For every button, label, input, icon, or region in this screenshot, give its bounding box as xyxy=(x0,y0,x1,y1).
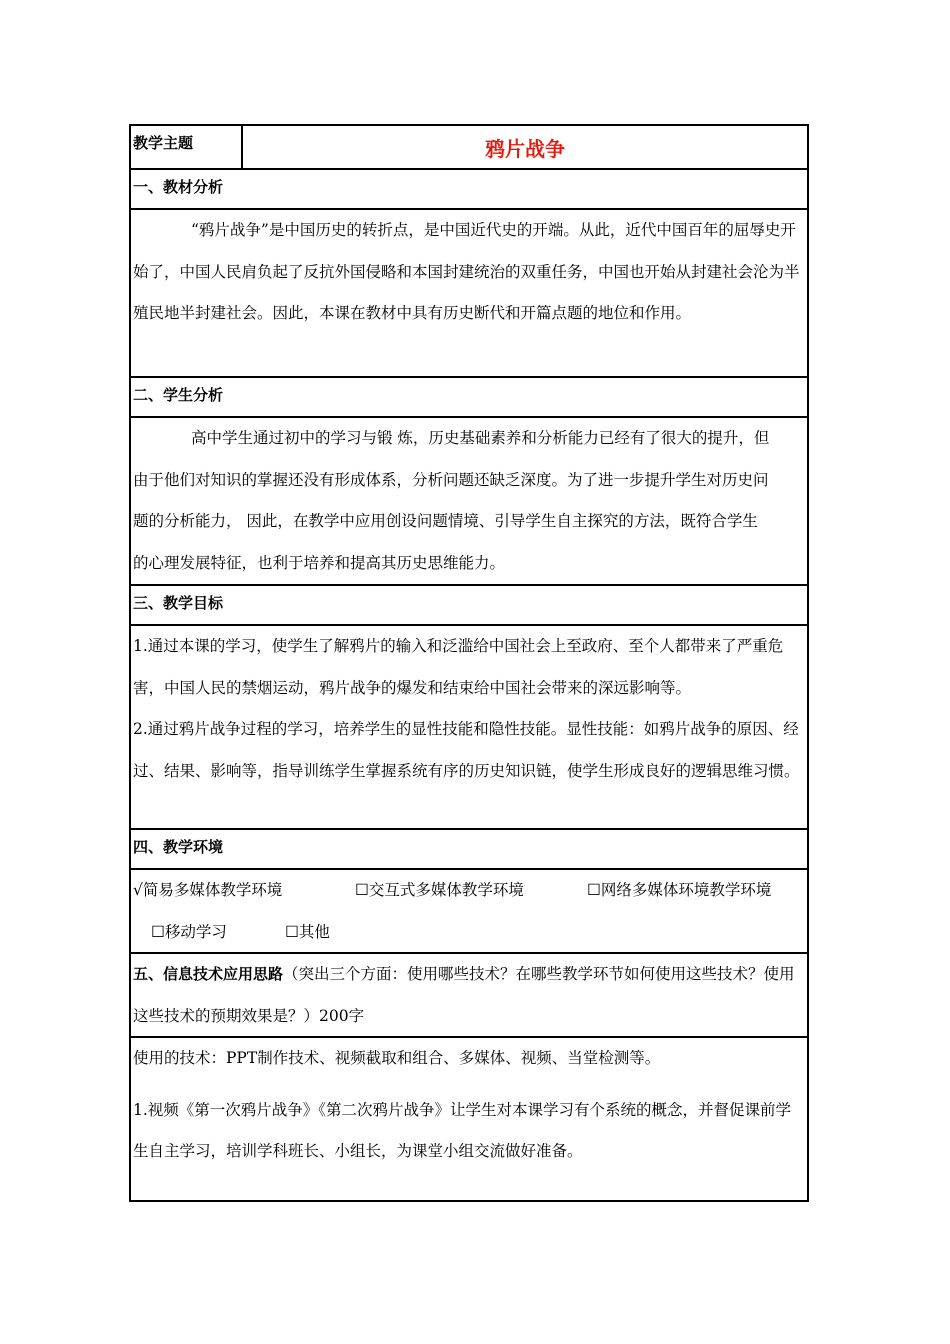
option-other[interactable]: ☐其他 xyxy=(285,922,330,941)
topic-label: 教学主题 xyxy=(131,126,243,168)
it-heading-note: （突出三个方面：使用哪些技术？在哪些教学环节如何使用这些技术？使用这些技术的预期效果是？）200字 xyxy=(133,965,795,1025)
option-network-multimedia[interactable]: ☐网络多媒体环境教学环境 xyxy=(587,881,772,899)
lesson-plan-table xyxy=(129,124,809,1202)
it-application-content xyxy=(131,1036,807,1200)
option-interactive-multimedia[interactable]: ☐交互式多媒体教学环境 xyxy=(355,881,524,899)
environment-options xyxy=(131,868,807,952)
tech-used: 使用的技术：PPT制作技术、视频截取和组合、多媒体、视频、当堂检测等。 xyxy=(133,1049,661,1067)
section-heading-goals: 三、教学目标 xyxy=(131,584,807,624)
textbook-analysis-text: “鸦片战争”是中国历史的转折点，是中国近代史的开端。从此，近代中国百年的屈辱史开始了，中国人民肩负起了反抗外国侵略和本国封建统治的双重任务，中国也开始从封建社会沦为半殖民地半封建社会。因此，本课在教材中具有历史断代和开篇点题的地位和作用。 xyxy=(131,208,807,376)
option-mobile-learning[interactable]: ☐移动学习 xyxy=(151,922,227,941)
topic-row xyxy=(131,126,807,168)
topic-title: 鸦片战争 xyxy=(485,136,565,161)
section-heading-students: 二、学生分析 xyxy=(131,376,807,416)
goal-1: 1.通过本课的学习，使学生了解鸦片的输入和泛滥给中国社会上至政府、至个人都带来了严重危害，中国人民的禁烟运动，鸦片战争的爆发和结束给中国社会带来的深远影响等。 xyxy=(133,637,784,697)
section-heading-it-application xyxy=(131,952,807,1036)
environment-line-2 xyxy=(133,912,803,954)
student-analysis-text: 高中学生通过初中的学习与锻 炼，历史基础素养和分析能力已经有了很大的提升，但由于他们对知识的掌握还没有形成体系，分析问题还缺乏深度。为了进一步提升学生对历史问题的分析能力， 因此，在教学中应用创设问题情境、引导学生自主探究的方法，既符合学生的心理发展特征，也利于培养和提高其历史思维能力。 xyxy=(131,416,807,584)
goal-2: 2.通过鸦片战争过程的学习，培养学生的显性技能和隐性技能。显性技能：如鸦片战争的原因、经过、结果、影响等，指导训练学生掌握系统有序的历史知识链，使学生形成良好的逻辑思维习惯。 xyxy=(133,720,800,780)
option-simple-multimedia[interactable]: √简易多媒体教学环境 xyxy=(133,881,283,899)
section-heading-textbook: 一、教材分析 xyxy=(131,168,807,208)
it-heading-bold: 五、信息技术应用思路 xyxy=(133,965,284,983)
section-heading-environment: 四、教学环境 xyxy=(131,828,807,868)
environment-line-1 xyxy=(133,870,803,912)
spacer xyxy=(133,1080,803,1090)
teaching-goals xyxy=(131,624,807,828)
tech-item-1: 1.视频《第一次鸦片战争》《第二次鸦片战争》让学生对本课学习有个系统的概念，并督促课前学生自主学习，培训学科班长、小组长，为课堂小组交流做好准备。 xyxy=(133,1100,792,1160)
